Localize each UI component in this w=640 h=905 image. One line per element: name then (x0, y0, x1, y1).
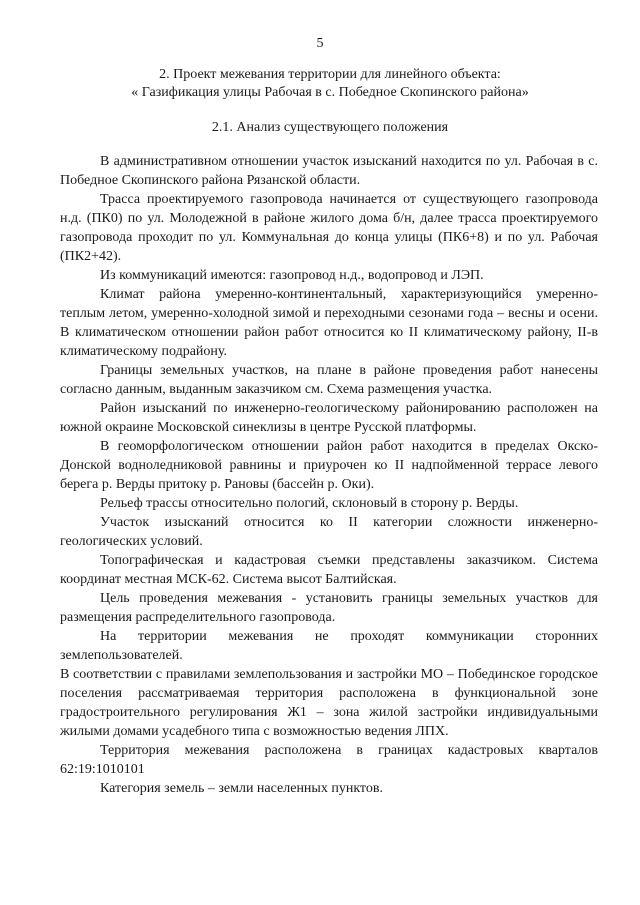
document-body (60, 152, 598, 798)
paragraph: Район изысканий по инженерно-геологическому районированию расположен на южной окраине Московской синеклизы в центре Русской платформы. (60, 401, 598, 435)
paragraph: В соответствии с правилами землепользования и застройки МО – Побединское городское поселения рассматриваемая территория расположена в функциональной зоне градостроительного регулирования Ж1 – зона жилой застройки индивидуальными жилыми домами усадебного типа с возможностью ведения ЛПХ. (60, 667, 598, 739)
paragraph: Трасса проектируемого газопровода начинается от существующего газопровода н.д. (ПК0) по ул. Молодежной в районе жилого дома б/н, далее трасса проектируемого газопровода проходит по ул. Коммунальная до конца улицы (ПК6+8) и по ул. Рабочая (ПК2+42). (60, 192, 598, 264)
section-heading-line-1: 2. Проект межевания территории для линейного объекта: (159, 67, 501, 82)
section-heading-line-2: « Газификация улицы Рабочая в с. Победное Скопинского района» (131, 85, 529, 100)
paragraph: Цель проведения межевания - установить границы земельных участков для размещения распределительного газопровода. (60, 591, 598, 625)
paragraph: В геоморфологическом отношении район работ находится в пределах Окско-Донской водноледниковой равнины и приурочен ко II надпойменной террасе левого берега р. Верды притоку р. Рановы (бассейн р. Оки). (60, 439, 598, 492)
paragraph: Категория земель – земли населенных пунктов. (100, 781, 383, 796)
paragraph: Топографическая и кадастровая съемки представлены заказчиком. Система координат местная МСК-62. Система высот Балтийская. (60, 553, 598, 587)
paragraph: Участок изысканий относится ко II категории сложности инженерно-геологических условий. (60, 515, 598, 549)
subsection-heading: 2.1. Анализ существующего положения (211, 120, 449, 135)
paragraph: Территория межевания расположена в границах кадастровых кварталов 62:19:1010101 (60, 743, 598, 777)
paragraph: Рельеф трассы относительно пологий, склоновый в сторону р. Верды. (100, 496, 519, 511)
paragraph: Климат района умеренно-континентальный, характеризующийся умеренно-теплым летом, умеренно-холодной зимой и переходными сезонами года – весны и осени. В климатическом отношении район работ относится ко II климатическому району, II-в климатическому подрайону. (60, 287, 598, 359)
paragraph: Из коммуникаций имеются: газопровод н.д., водопровод и ЛЭП. (100, 268, 484, 283)
paragraph: На территории межевания не проходят коммуникации сторонних землепользователей. (60, 629, 598, 663)
paragraph: В административном отношении участок изысканий находится по ул. Рабочая в с. Победное Скопинского района Рязанской области. (60, 154, 598, 188)
page-number: 5 (316, 36, 324, 51)
section-heading (60, 66, 600, 102)
paragraph: Границы земельных участков, на плане в районе проведения работ нанесены согласно данным, выданным заказчиком см. Схема размещения участка. (60, 363, 598, 397)
